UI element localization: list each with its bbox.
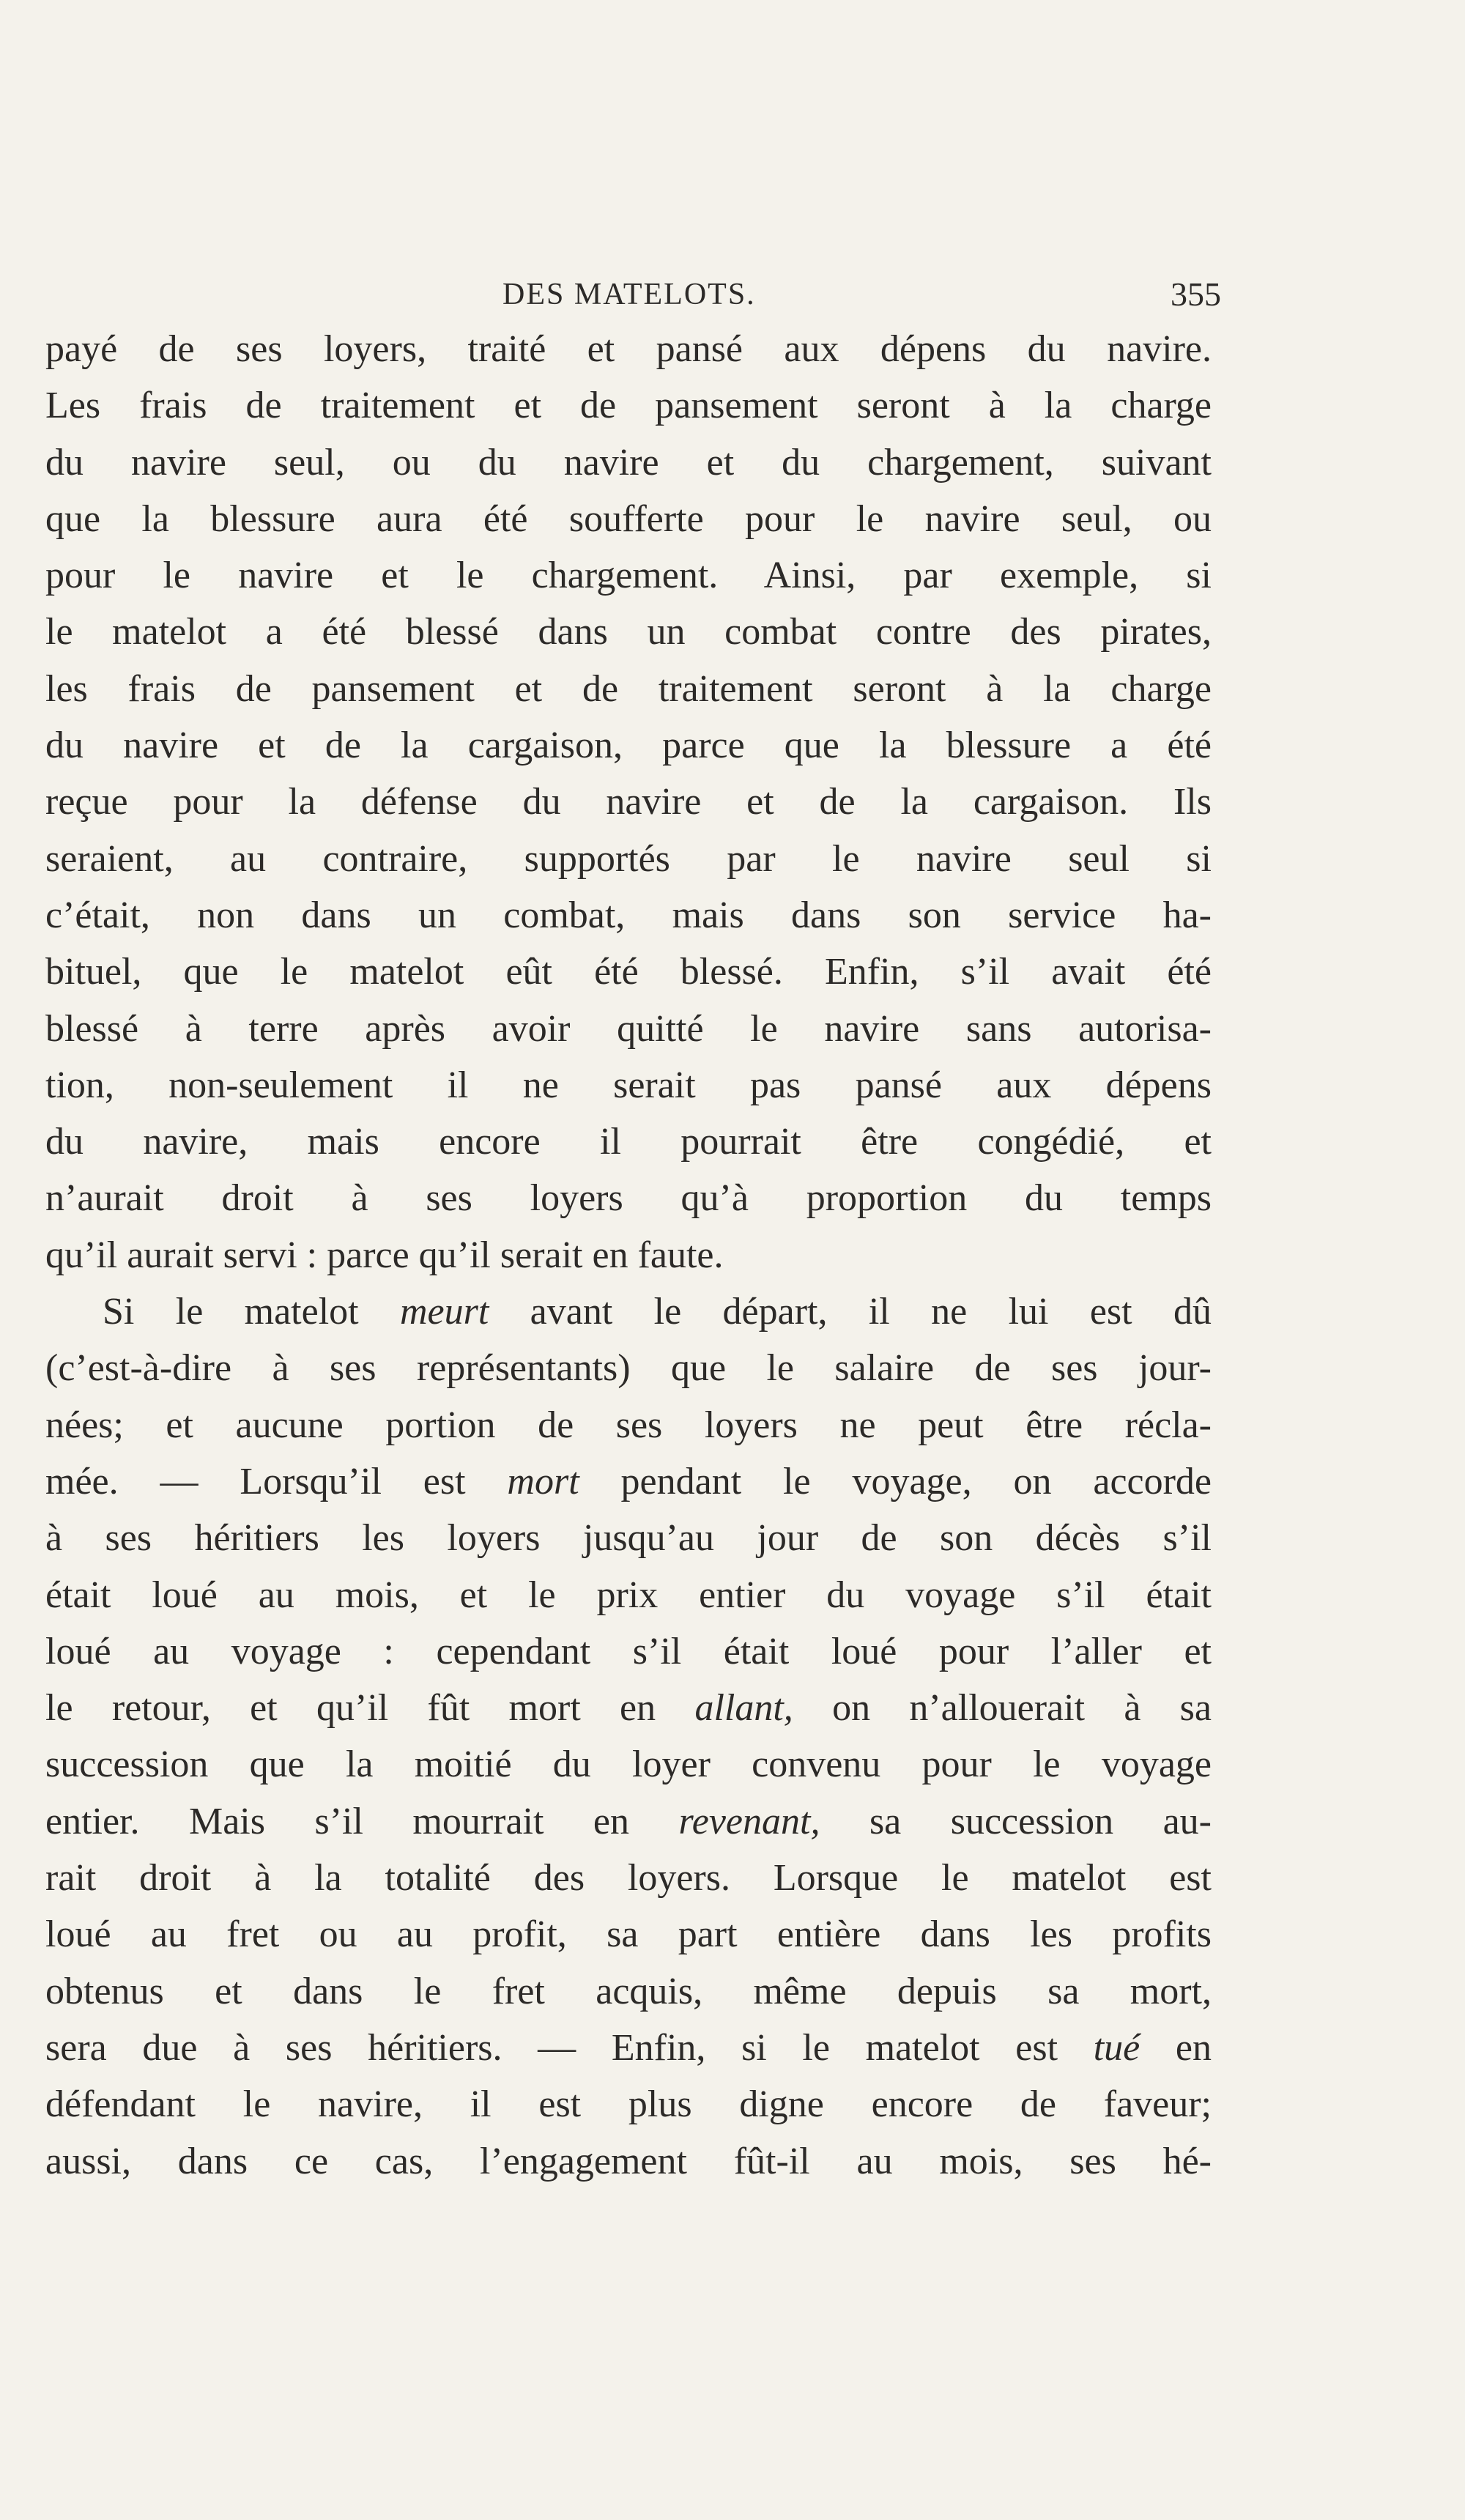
italic-word: tué xyxy=(1093,2026,1141,2069)
italic-word: mort xyxy=(507,1460,579,1502)
text-line: payé de ses loyers, traité et pansé aux dépens du navire. xyxy=(45,328,1212,370)
text-line: le retour, et qu’il fût mort en allant, on n’allouerait à sa xyxy=(45,1687,1212,1730)
italic-word: meurt xyxy=(399,1291,489,1333)
text-line: reçue pour la défense du navire et de la cargaison. Ils xyxy=(45,781,1212,823)
text-line: Les frais de traitement et de pansement seront à la charge xyxy=(45,385,1212,427)
text-line: aussi, dans ce cas, l’engagement fût-il au mois, ses hé- xyxy=(45,2140,1212,2182)
page-number: 355 xyxy=(1171,275,1221,313)
page-header xyxy=(0,273,1465,316)
text-line: blessé à terre après avoir quitté le navire sans autorisa- xyxy=(45,1007,1212,1050)
text-line: était loué au mois, et le prix entier du voyage s’il était xyxy=(45,1574,1212,1616)
text-line: n’aurait droit à ses loyers qu’à proportion du temps xyxy=(45,1177,1212,1220)
text-line: à ses héritiers les loyers jusqu’au jour de son décès s’il xyxy=(45,1517,1212,1560)
text-line: bituel, que le matelot eût été blessé. Enfin, s’il avait été xyxy=(45,951,1212,993)
text-line: du navire seul, ou du navire et du chargement, suivant xyxy=(45,441,1212,483)
text-line: du navire et de la cargaison, parce que la blessure a été xyxy=(45,724,1212,767)
text-line: loué au fret ou au profit, sa part entière dans les profits xyxy=(45,1913,1212,1956)
running-head: DES MATELOTS. xyxy=(502,278,756,311)
text-line: c’était, non dans un combat, mais dans son service ha- xyxy=(45,894,1212,936)
text-line: les frais de pansement et de traitement seront à la charge xyxy=(45,667,1212,710)
text-line: obtenus et dans le fret acquis, même depuis sa mort, xyxy=(45,1970,1212,2012)
text-line: seraient, au contraire, supportés par le navire seul si xyxy=(45,837,1212,880)
text-line: pour le navire et le chargement. Ainsi, par exemple, si xyxy=(45,555,1212,597)
text-line: (c’est-à-dire à ses représentants) que le salaire de ses jour- xyxy=(45,1347,1212,1390)
text-line: tion, non-seulement il ne serait pas pansé aux dépens xyxy=(45,1064,1212,1106)
italic-word: allant, xyxy=(694,1687,793,1730)
paragraph-end-line: qu’il aurait servi : parce qu’il serait en faute. xyxy=(45,1234,724,1276)
paragraph-start-line: Si le matelot meurt avant le départ, il ne lui est dû xyxy=(103,1291,1212,1333)
text-line: entier. Mais s’il mourrait en revenant, sa succession au- xyxy=(45,1800,1212,1842)
text-line: nées; et aucune portion de ses loyers ne peut être récla- xyxy=(45,1404,1212,1446)
text-line: du navire, mais encore il pourrait être congédié, et xyxy=(45,1121,1212,1163)
body-text xyxy=(45,321,1212,2190)
italic-word: revenant, xyxy=(678,1800,820,1842)
text-line: rait droit à la totalité des loyers. Lorsque le matelot est xyxy=(45,1857,1212,1900)
text-line: le matelot a été blessé dans un combat contre des pirates, xyxy=(45,611,1212,653)
text-line: défendant le navire, il est plus digne encore de faveur; xyxy=(45,2083,1212,2126)
text-line: que la blessure aura été soufferte pour le navire seul, ou xyxy=(45,497,1212,540)
text-line: succession que la moitié du loyer convenu pour le voyage xyxy=(45,1743,1212,1786)
text-line: sera due à ses héritiers. — Enfin, si le matelot est tué en xyxy=(45,2026,1212,2069)
text-line: loué au voyage : cependant s’il était loué pour l’aller et xyxy=(45,1630,1212,1672)
text-line: mée. — Lorsqu’il est mort pendant le voyage, on accorde xyxy=(45,1460,1212,1502)
